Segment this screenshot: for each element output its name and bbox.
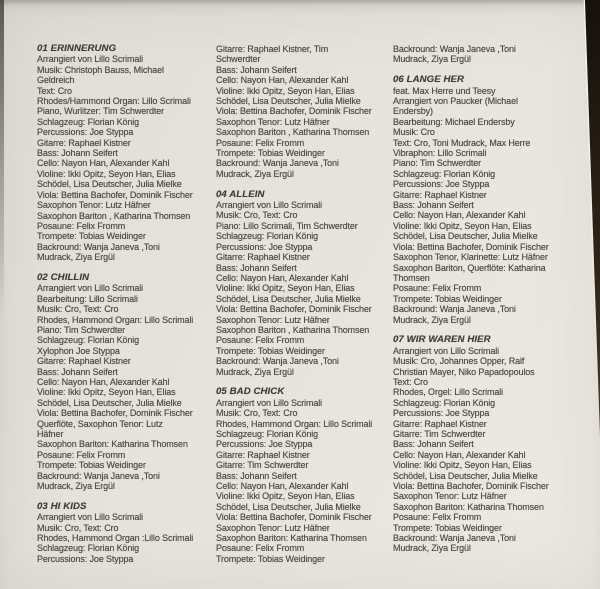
credit-line: Schlagzeug: Florian König: [216, 429, 319, 439]
credit-line: Christian Mayer, Niko Papadopoulos: [393, 366, 535, 377]
credit-line: Schödel, Lisa Deutscher, Julia Mielke: [37, 397, 182, 408]
credit-line: Posaune: Felix Fromm: [216, 543, 305, 554]
credit-line: Schlagzeug: Florian König: [393, 168, 496, 179]
credit-line: Viola: Bettina Bachofer, Dominik Fischer: [37, 189, 193, 200]
credit-line: Saxophon Tenor: Lutz Häfner: [393, 491, 507, 502]
credit-line: Cello: Nayon Han, Alexander Kahl: [216, 481, 349, 492]
credit-line: Trompete: Tobias Weidinger: [37, 231, 146, 242]
credit-line: Backround: Wanja Janeva ,Toni: [216, 158, 339, 169]
track-credit-block: [393, 44, 585, 65]
track-heading: 04 ALLEIN: [216, 188, 265, 200]
credit-line: Backround: Wanja Janeva ,Toni: [393, 533, 516, 544]
track-heading: 01 ERINNERUNG: [37, 43, 117, 54]
credit-line: Gitarre: Tim Schwerdter: [216, 460, 309, 471]
credit-line: Bass: Johann Seifert: [216, 64, 297, 75]
credit-line: Bass: Johann Seifert: [216, 262, 297, 273]
credit-line: Percussions: Joe Styppa: [216, 439, 313, 450]
credit-line: Violine: Ikki Opitz, Seyon Han, Elias: [393, 460, 532, 471]
track-heading: 02 CHILLIN: [37, 271, 90, 283]
credit-line: Violine: Ikki Opitz, Seyon Han, Elias: [393, 220, 532, 231]
credit-line: Cello: Nayon Han, Alexander Kahl: [216, 75, 349, 86]
credit-line: Saxophon Tenor, Klarinette: Lutz Häfner: [393, 252, 548, 263]
credit-line: Backround: Wanja Janeva ,Toni: [216, 356, 339, 367]
credit-line: Cello: Nayon Han, Alexander Kahl: [393, 449, 526, 460]
credit-line: Violine: Ikki Opitz, Seyon Han, Elias: [216, 283, 355, 294]
credit-line: Schlagzeug: Florian König: [37, 335, 140, 346]
credit-line: Arrangiert von Lillo Scrimali: [216, 200, 323, 211]
credit-line: Arrangiert von Lillo Scrimali: [393, 345, 500, 356]
credit-line: Posaune: Felix Fromm: [216, 137, 305, 148]
credit-line: Rhodes, Orgel: Lillo Scrimali: [393, 387, 504, 398]
credit-line: Backround: Wanja Janeva ,Toni: [393, 44, 516, 54]
credit-line: Saxophon Bariton: Katharina Thomsen: [37, 439, 188, 450]
credit-line: Mudrack, Ziya Ergül: [37, 252, 115, 263]
credit-line: Viola: Bettina Bachofer, Dominik Fischer: [393, 241, 549, 252]
credits-column-2: [216, 44, 392, 564]
credit-line: Mudrack, Ziya Ergül: [393, 54, 471, 65]
credits-column-1: [37, 44, 213, 564]
credit-line: Trompete: Tobias Weidinger: [216, 148, 325, 159]
credit-line: Schödel, Lisa Deutscher, Julia Mielke: [216, 293, 361, 304]
track-heading: 07 WIR WAREN HIER: [393, 334, 491, 346]
credit-line: Saxophon Tenor: Lutz Häfner: [216, 116, 330, 127]
track-credit-block: [393, 335, 585, 554]
credit-line: Posaune: Felix Fromm: [216, 335, 305, 346]
credit-line: Violine: Ikki Opitz, Seyon Han, Elias: [37, 387, 176, 398]
credit-line: Viola: Bettina Bachofer, Dominik Fischer: [216, 106, 372, 117]
credit-line: Arrangiert von Paucker (Michael: [393, 96, 518, 107]
credit-line: Schlagzeug: Florian König: [393, 397, 496, 408]
credit-line: Posaune: Felix Fromm: [393, 512, 482, 523]
credit-line: Saxophon Bariton , Katharina Thomsen: [216, 324, 370, 335]
credit-line: Saxophon Bariton , Katharina Thomsen: [37, 210, 191, 221]
track-credit-block: [216, 190, 392, 377]
credit-line: Bass: Johann Seifert: [393, 200, 474, 211]
credit-line: Posaune: Felix Fromm: [393, 283, 482, 294]
credit-line: Saxophon Bariton: Katharina Thomsen: [216, 533, 367, 544]
track-credit-block: [216, 387, 392, 564]
credit-line: Cello: Nayon Han, Alexander Kahl: [37, 158, 170, 169]
credit-line: Gitarre: Raphael Kistner: [37, 137, 131, 148]
credit-line: Schwerdter: [216, 54, 261, 65]
track-heading: 06 LANGE HER: [393, 74, 465, 86]
credit-line: Mudrack, Ziya Ergül: [216, 168, 294, 179]
track-credit-block: [37, 502, 213, 564]
credit-line: Gitarre: Raphael Kistner: [37, 356, 131, 367]
credit-line: Xylophon Joe Styppa: [37, 345, 120, 356]
credit-line: Schlagzeug: Florian König: [37, 116, 140, 127]
credit-line: Percussions: Joe Styppa: [393, 179, 490, 190]
credit-line: Musik: Cro, Text: Cro: [37, 522, 119, 533]
credit-line: Schödel, Lisa Deutscher, Julia Mielke: [37, 179, 182, 190]
credit-line: Vibraphon: Lillo Scrimali: [393, 148, 487, 159]
credit-line: Viola: Bettina Bachofer, Dominik Fischer: [216, 304, 372, 315]
credit-line: Schlagzeug: Florian König: [37, 543, 140, 554]
credit-line: Trompete: Tobias Weidinger: [393, 293, 502, 304]
credit-line: Endersby): [393, 106, 433, 117]
credit-line: Percussions: Joe Styppa: [37, 127, 134, 138]
credit-line: Cello: Nayon Han, Alexander Kahl: [37, 376, 170, 387]
credit-line: Saxophon Bariton , Katharina Thomsen: [216, 127, 370, 138]
credit-line: Text: Cro: [393, 376, 428, 387]
credit-line: Saxophon Tenor: Lutz Häfner: [37, 200, 151, 211]
credit-line: Piano: Lillo Scrimali, Tim Schwerdter: [216, 220, 358, 231]
credit-line: Saxophon Tenor: Lutz Häfner: [216, 314, 330, 325]
credit-line: Arrangiert von Lillo Scrimali: [37, 283, 144, 294]
credit-line: feat. Max Herre und Teesy: [393, 85, 496, 96]
credit-line: Musik: Christoph Bauss, Michael: [37, 64, 164, 75]
credit-line: Häfner: [37, 429, 64, 440]
credit-line: Bass: Johann Seifert: [37, 366, 118, 377]
booklet-spine-shadow: [0, 0, 4, 320]
credit-line: Rhodes, Hammond Organ: Lillo Scrimali: [216, 418, 373, 429]
credit-line: Schlagzeug: Florian König: [216, 231, 319, 242]
credit-line: Arrangiert von Lillo Scrimali: [37, 54, 144, 65]
credit-line: Saxophon Tenor: Lutz Häfner: [216, 522, 330, 533]
credit-line: Schödel, Lisa Deutscher, Julia Mielke: [393, 470, 538, 481]
credit-line: Viola: Bettina Bachofer, Dominik Fischer: [37, 408, 193, 419]
credit-line: Bearbeitung: Michael Endersby: [393, 116, 515, 127]
credit-line: Musik: Cro, Text: Cro: [216, 408, 298, 419]
credit-line: Arrangiert von Lillo Scrimali: [216, 397, 323, 408]
credit-line: Viola: Bettina Bachofer, Dominik Fischer: [216, 512, 372, 523]
credit-line: Posaune: Felix Fromm: [37, 220, 126, 231]
credit-line: Musik: Cro: [393, 127, 435, 138]
credit-line: Trompete: Tobias Weidinger: [393, 522, 502, 533]
track-credit-block: [37, 44, 213, 263]
credit-line: Piano, Wurlitzer: Tim Schwerdter: [37, 106, 165, 117]
credit-line: Bass: Johann Seifert: [37, 148, 118, 159]
credit-line: Trompete: Tobias Weidinger: [216, 345, 325, 356]
credit-line: Saxophon Bariton, Querflöte: Katharina: [393, 262, 546, 273]
credit-line: Backround: Wanja Janeva ,Toni: [37, 241, 160, 252]
credit-line: Mudrack, Ziya Ergül: [37, 481, 115, 492]
credit-line: Piano: Tim Schwerdter: [37, 324, 126, 335]
credit-line: Bass: Johann Seifert: [393, 439, 474, 450]
credit-line: Gitarre: Raphael Kistner: [393, 189, 487, 200]
credit-line: Percussions: Joe Styppa: [393, 408, 490, 419]
credit-line: Rhodes, Hammond Organ: Lillo Scrimali: [37, 314, 194, 325]
credit-line: Bass: Johann Seifert: [216, 470, 297, 481]
credits-column-3: [393, 44, 585, 554]
credit-line: Text: Cro: [37, 85, 72, 96]
credit-line: Mudrack, Ziya Ergül: [393, 314, 471, 325]
credit-line: Bearbeitung: Lillo Scrimali: [37, 293, 138, 304]
credit-line: Musik: Cro, Johannes Opper, Ralf: [393, 356, 525, 367]
credit-line: Violine: Ikki Opitz, Seyon Han, Elias: [216, 491, 355, 502]
credit-line: Geldreich: [37, 75, 75, 86]
credit-line: Thomsen: [393, 272, 430, 283]
credit-line: Viola: Bettina Bachofer, Dominik Fischer: [393, 481, 549, 492]
credit-line: Schödel, Lisa Deutscher, Julia Mielke: [216, 501, 361, 512]
credit-line: Backround: Wanja Janeva ,Toni: [393, 304, 516, 315]
credit-line: Posaune: Felix Fromm: [37, 449, 126, 460]
credit-line: Musik: Cro, Text: Cro: [216, 210, 298, 221]
credit-line: Gitarre: Tim Schwerdter: [393, 429, 486, 439]
credit-line: Rhodes/Hammond Organ: Lillo Scrimali: [37, 96, 191, 107]
credit-line: Piano: Tim Schwerdter: [393, 158, 482, 169]
credit-line: Percussions: Joe Styppa: [37, 553, 134, 564]
credit-line: Schödel, Lisa Deutscher, Julia Mielke: [216, 96, 361, 107]
credit-line: Percussions: Joe Styppa: [216, 241, 313, 252]
credit-line: Trompete: Tobias Weidinger: [37, 460, 146, 471]
credit-line: Saxophon Bariton: Katharina Thomsen: [393, 501, 544, 512]
credit-line: Cello: Nayon Han, Alexander Kahl: [393, 210, 526, 221]
track-credit-block: [37, 273, 213, 492]
track-credit-block: [216, 44, 392, 179]
credit-line: Gitarre: Raphael Kistner: [216, 449, 310, 460]
credit-line: Schödel, Lisa Deutscher, Julia Mielke: [393, 231, 538, 242]
credit-line: Trompete: Tobias Weidinger: [216, 553, 325, 564]
credit-line: Cello: Nayon Han, Alexander Kahl: [216, 272, 349, 283]
credit-line: Rhodes, Hammond Organ :Lillo Scrimali: [37, 533, 194, 544]
credit-line: Text: Cro, Toni Mudrack, Max Herre: [393, 137, 531, 148]
credit-line: Backround: Wanja Janeva ,Toni: [37, 470, 160, 481]
credit-line: Arrangiert von Lillo Scrimali: [37, 512, 144, 523]
credit-line: Violine: Ikki Opitz, Seyon Han, Elias: [37, 168, 176, 179]
credit-line: Gitarre: Raphael Kistner: [393, 418, 487, 429]
track-heading: 03 HI KIDS: [37, 500, 87, 512]
track-heading: 05 BAD CHICK: [216, 386, 285, 398]
credit-line: Gitarre: Raphael Kistner: [216, 252, 310, 263]
credit-line: Violine: Ikki Opitz, Seyon Han, Elias: [216, 85, 355, 96]
credit-line: Musik: Cro, Text: Cro: [37, 304, 119, 315]
credit-line: Gitarre: Raphael Kistner, Tim: [216, 44, 329, 54]
credit-line: Querflöte, Saxophon Tenor: Lutz: [37, 418, 163, 429]
credit-line: Mudrack, Ziya Ergül: [393, 543, 471, 554]
track-credit-block: [393, 75, 585, 325]
credit-line: Mudrack, Ziya Ergül: [216, 366, 294, 377]
